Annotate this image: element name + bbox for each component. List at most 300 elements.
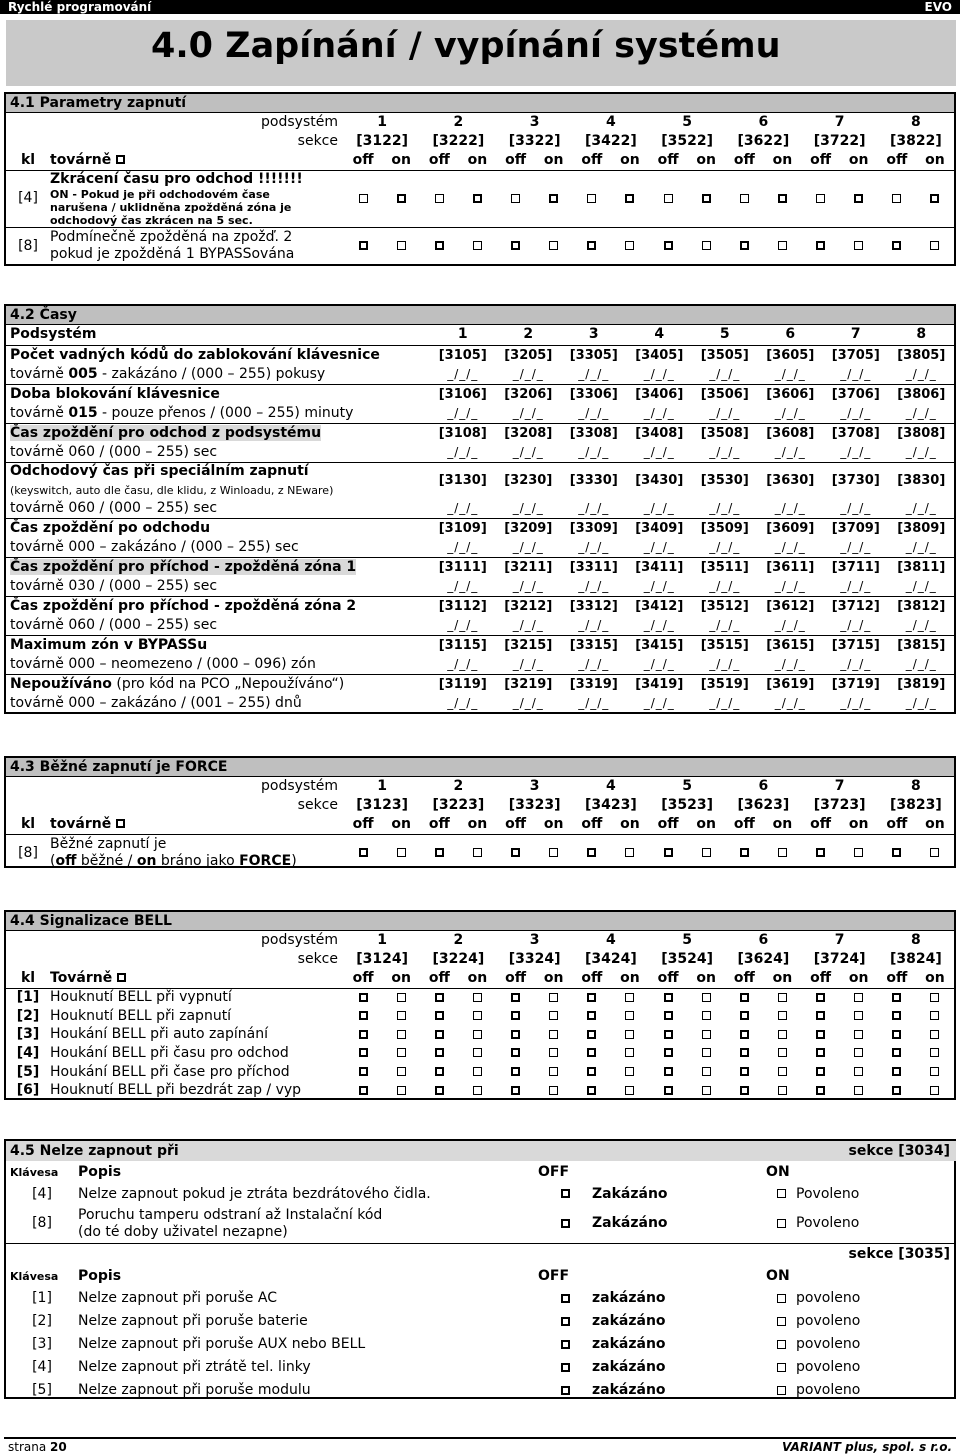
value-entry[interactable]: _/_/_ (840, 444, 872, 459)
value-entry[interactable]: _/_/_ (643, 366, 675, 381)
section-code: [3208] (504, 425, 553, 441)
section-code: [3206] (504, 386, 553, 402)
option-checkbox[interactable] (778, 1086, 787, 1095)
value-entry[interactable]: _/_/_ (643, 405, 675, 420)
text: ) (291, 853, 297, 870)
subsystem-number: 4 (654, 326, 665, 343)
subsystem-number: 7 (850, 326, 861, 343)
option-checkbox[interactable] (397, 993, 406, 1002)
option-checkbox[interactable] (587, 1011, 596, 1020)
option-checkbox[interactable] (397, 1011, 406, 1020)
option-checkbox[interactable] (930, 993, 939, 1002)
section-code: [3105] (438, 347, 487, 363)
option-checkbox[interactable] (473, 1067, 482, 1076)
option-checkbox[interactable] (854, 1086, 863, 1095)
option-checkbox[interactable] (549, 1086, 558, 1095)
option-checkbox[interactable] (854, 1067, 863, 1076)
option-checkbox[interactable] (777, 1294, 786, 1303)
option-checkbox[interactable] (740, 1067, 749, 1076)
option-checkbox[interactable] (930, 848, 939, 857)
subsystem-number: 7 (834, 778, 845, 794)
option-checkbox[interactable] (777, 1317, 786, 1326)
option-checkbox[interactable] (511, 1030, 520, 1039)
value-entry[interactable]: _/_/_ (774, 617, 806, 632)
value-entry[interactable]: _/_/_ (578, 578, 610, 593)
value-entry[interactable]: _/_/_ (840, 539, 872, 554)
option-checkbox[interactable] (435, 194, 444, 203)
value-entry[interactable]: _/_/_ (905, 366, 937, 381)
off-value: zakázáno (592, 1359, 666, 1375)
option-checkbox[interactable] (702, 848, 711, 857)
option-checkbox[interactable] (892, 241, 901, 250)
option-checkbox[interactable] (359, 848, 368, 857)
on-value: povoleno (796, 1359, 861, 1375)
value-entry[interactable]: _/_/_ (447, 366, 479, 381)
option-checkbox[interactable] (549, 194, 558, 203)
value-entry[interactable]: _/_/_ (709, 617, 741, 632)
bell-key: [3] (16, 1026, 40, 1043)
option-checkbox[interactable] (435, 1048, 444, 1057)
value-entry[interactable]: _/_/_ (709, 444, 741, 459)
value-entry[interactable]: _/_/_ (905, 500, 937, 515)
option-checkbox[interactable] (435, 1067, 444, 1076)
option-checkbox[interactable] (587, 1067, 596, 1076)
option-checkbox[interactable] (473, 241, 482, 250)
option-checkbox[interactable] (397, 1048, 406, 1057)
kl-label: kl (20, 969, 36, 986)
on-label: on (467, 151, 488, 168)
option-checkbox[interactable] (625, 1086, 634, 1095)
value-entry[interactable]: _/_/_ (512, 578, 544, 593)
value-entry[interactable]: _/_/_ (512, 695, 544, 710)
option-checkbox[interactable] (702, 1067, 711, 1076)
option-checkbox[interactable] (740, 848, 749, 857)
subsystem-number: 6 (758, 932, 769, 948)
option-checkbox[interactable] (473, 1011, 482, 1020)
value-entry[interactable]: _/_/_ (709, 366, 741, 381)
section-code: [3523] (661, 797, 713, 813)
value-entry[interactable]: _/_/_ (905, 656, 937, 671)
option-checkbox[interactable] (561, 1363, 570, 1372)
off-label: off (581, 969, 603, 986)
option-checkbox[interactable] (561, 1386, 570, 1395)
option-checkbox[interactable] (854, 1030, 863, 1039)
value-entry[interactable]: _/_/_ (840, 695, 872, 710)
option-checkbox[interactable] (587, 194, 596, 203)
section-code: [3612] (766, 598, 815, 614)
option-checkbox[interactable] (702, 1030, 711, 1039)
section-code: [3605] (766, 347, 815, 363)
option-checkbox[interactable] (561, 1189, 570, 1198)
option-checkbox[interactable] (549, 848, 558, 857)
option-checkbox[interactable] (549, 1067, 558, 1076)
value-entry[interactable]: _/_/_ (447, 539, 479, 554)
option-checkbox[interactable] (359, 993, 368, 1002)
option-checkbox[interactable] (664, 1048, 673, 1057)
option-checkbox[interactable] (702, 1011, 711, 1020)
option-checkbox[interactable] (561, 1219, 570, 1228)
option-checkbox[interactable] (435, 1030, 444, 1039)
option-checkbox[interactable] (778, 194, 787, 203)
on-label: on (696, 151, 716, 168)
value-entry[interactable]: _/_/_ (709, 656, 741, 671)
option-checkbox[interactable] (930, 194, 939, 203)
value-entry[interactable]: _/_/_ (643, 578, 675, 593)
force-word: FORCE (239, 853, 292, 870)
option-checkbox[interactable] (816, 993, 825, 1002)
option-checkbox[interactable] (397, 1030, 406, 1039)
section-code: [3515] (700, 637, 749, 653)
option-checkbox[interactable] (778, 1048, 787, 1057)
option-checkbox[interactable] (892, 993, 901, 1002)
option-checkbox[interactable] (625, 1030, 634, 1039)
on-label: on (925, 151, 945, 168)
option-checkbox[interactable] (702, 241, 711, 250)
option-checkbox[interactable] (587, 1086, 596, 1095)
section-code: [3806] (897, 386, 946, 402)
option-checkbox[interactable] (511, 194, 520, 203)
section-code: [3415] (635, 637, 684, 653)
option-checkbox[interactable] (587, 1048, 596, 1057)
subsystem-number: 2 (453, 778, 464, 794)
option-checkbox[interactable] (854, 1048, 863, 1057)
option-checkbox[interactable] (549, 241, 558, 250)
factory-value: 005 (68, 365, 98, 382)
value-entry[interactable]: _/_/_ (643, 617, 675, 632)
on-label: on (848, 969, 869, 986)
option-checkbox[interactable] (359, 1086, 368, 1095)
value-entry[interactable]: _/_/_ (447, 578, 479, 593)
value-entry[interactable]: _/_/_ (512, 656, 544, 671)
option-checkbox[interactable] (625, 1067, 634, 1076)
value-entry[interactable]: _/_/_ (774, 656, 806, 671)
option-checkbox[interactable] (664, 194, 673, 203)
option-checkbox[interactable] (778, 993, 787, 1002)
value-entry[interactable]: _/_/_ (578, 444, 610, 459)
section-code: [3822] (889, 133, 942, 149)
value-entry[interactable]: _/_/_ (578, 539, 610, 554)
option-checkbox[interactable] (816, 194, 825, 203)
option-checkbox[interactable] (625, 1011, 634, 1020)
option-checkbox[interactable] (816, 1048, 825, 1057)
option-checkbox[interactable] (473, 848, 482, 857)
value-entry[interactable]: _/_/_ (840, 500, 872, 515)
option-checkbox[interactable] (702, 1086, 711, 1095)
value-entry[interactable]: _/_/_ (905, 539, 937, 554)
option-checkbox[interactable] (892, 1086, 901, 1095)
value-entry[interactable]: _/_/_ (905, 617, 937, 632)
option-checkbox[interactable] (854, 241, 863, 250)
factory-checkbox[interactable] (117, 973, 126, 982)
section-code: [3315] (569, 637, 618, 653)
option-checkbox[interactable] (561, 1317, 570, 1326)
option-checkbox[interactable] (930, 1048, 939, 1057)
row-line-2 (50, 853, 344, 870)
option-checkbox[interactable] (664, 1086, 673, 1095)
bell-label: Houknutí BELL při bezdrát zap / vyp (50, 1082, 302, 1099)
value-entry[interactable]: _/_/_ (447, 695, 479, 710)
option-checkbox[interactable] (778, 1067, 787, 1076)
option-checkbox[interactable] (625, 194, 634, 203)
bell-key: [2] (16, 1007, 40, 1024)
value-entry[interactable]: _/_/_ (512, 405, 544, 420)
section-code: [3623] (737, 797, 790, 813)
section-code: [3108] (438, 425, 487, 441)
section-code: [3230] (504, 473, 553, 489)
option-checkbox[interactable] (854, 194, 863, 203)
option-checkbox[interactable] (587, 993, 596, 1002)
factory-label: Továrně (50, 969, 113, 986)
option-checkbox[interactable] (397, 241, 406, 250)
option-checkbox[interactable] (625, 1048, 634, 1057)
value-entry[interactable]: _/_/_ (643, 539, 675, 554)
factory-text: továrně 060 / (000 – 255) sec (10, 499, 218, 516)
value-entry[interactable]: _/_/_ (905, 578, 937, 593)
option-checkbox[interactable] (587, 241, 596, 250)
off-label: off (581, 151, 603, 168)
option-checkbox[interactable] (587, 848, 596, 857)
value-entry[interactable]: _/_/_ (447, 656, 479, 671)
value-entry[interactable]: _/_/_ (578, 366, 610, 381)
option-checkbox[interactable] (359, 1067, 368, 1076)
off-label: off (428, 151, 450, 168)
option-checkbox[interactable] (435, 848, 444, 857)
section-code: [3322] (508, 133, 561, 149)
option-checkbox[interactable] (511, 993, 520, 1002)
option-checkbox[interactable] (892, 1030, 901, 1039)
option-checkbox[interactable] (435, 1011, 444, 1020)
option-checkbox[interactable] (359, 1030, 368, 1039)
option-checkbox[interactable] (664, 1067, 673, 1076)
option-checkbox[interactable] (473, 1086, 482, 1095)
value-entry[interactable]: _/_/_ (905, 444, 937, 459)
subsystem-number: 1 (377, 932, 387, 948)
option-checkbox[interactable] (930, 1086, 939, 1095)
option-checkbox[interactable] (816, 1086, 825, 1095)
option-checkbox[interactable] (740, 1086, 749, 1095)
option-checkbox[interactable] (359, 1011, 368, 1020)
option-checkbox[interactable] (561, 1294, 570, 1303)
section-4-4 (4, 910, 956, 1100)
off-word: off (55, 853, 77, 870)
value-entry[interactable]: _/_/_ (512, 366, 544, 381)
factory-checkbox[interactable] (116, 155, 125, 164)
subsystem-number: 5 (682, 778, 692, 794)
option-checkbox[interactable] (561, 1340, 570, 1349)
option-checkbox[interactable] (397, 848, 406, 857)
option-checkbox[interactable] (778, 848, 787, 857)
option-checkbox[interactable] (816, 1067, 825, 1076)
option-checkbox[interactable] (549, 1048, 558, 1057)
value-entry[interactable]: _/_/_ (447, 405, 479, 420)
value-entry[interactable]: _/_/_ (840, 578, 872, 593)
option-checkbox[interactable] (397, 1067, 406, 1076)
option-checkbox[interactable] (511, 241, 520, 250)
option-checkbox[interactable] (435, 993, 444, 1002)
option-checkbox[interactable] (740, 1030, 749, 1039)
value-entry[interactable]: _/_/_ (709, 695, 741, 710)
value-entry[interactable]: _/_/_ (578, 405, 610, 420)
value-entry[interactable]: _/_/_ (512, 617, 544, 632)
option-checkbox[interactable] (625, 848, 634, 857)
option-checkbox[interactable] (702, 993, 711, 1002)
section-code: [3508] (700, 425, 749, 441)
popis-label: Popis (78, 1267, 122, 1284)
option-checkbox[interactable] (473, 1048, 482, 1057)
option-checkbox[interactable] (778, 241, 787, 250)
option-checkbox[interactable] (892, 848, 901, 857)
value-entry[interactable]: _/_/_ (774, 405, 806, 420)
value-entry[interactable]: _/_/_ (774, 500, 806, 515)
value-entry[interactable]: _/_/_ (840, 366, 872, 381)
option-checkbox[interactable] (740, 194, 749, 203)
subsystem-number: 4 (606, 114, 616, 130)
option-checkbox[interactable] (930, 1011, 939, 1020)
option-checkbox[interactable] (816, 241, 825, 250)
option-checkbox[interactable] (930, 241, 939, 250)
row-desc: ON - Pokud je při odchodovém čase (50, 187, 270, 201)
section-code: [3715] (831, 637, 880, 653)
option-checkbox[interactable] (777, 1340, 786, 1349)
option-checkbox[interactable] (664, 241, 673, 250)
value-entry[interactable]: _/_/_ (447, 444, 479, 459)
option-checkbox[interactable] (664, 1011, 673, 1020)
on-value: povoleno (796, 1290, 861, 1306)
option-checkbox[interactable] (359, 194, 368, 203)
option-checkbox[interactable] (854, 1011, 863, 1020)
option-checkbox[interactable] (625, 241, 634, 250)
value-entry[interactable]: _/_/_ (578, 617, 610, 632)
subsystem-number: 5 (719, 326, 730, 343)
option-checkbox[interactable] (854, 848, 863, 857)
section-code: [3511] (700, 559, 749, 575)
value-entry[interactable]: _/_/_ (512, 444, 544, 459)
subsystem-number: 1 (457, 326, 468, 343)
option-checkbox[interactable] (740, 993, 749, 1002)
option-checkbox[interactable] (892, 1048, 901, 1057)
value-entry[interactable]: _/_/_ (447, 617, 479, 632)
value-entry[interactable]: _/_/_ (840, 656, 872, 671)
off-label: off (505, 815, 527, 832)
section-code: [3512] (700, 598, 749, 614)
value-entry[interactable]: _/_/_ (774, 366, 806, 381)
option-checkbox[interactable] (359, 241, 368, 250)
value-entry[interactable]: _/_/_ (840, 405, 872, 420)
option-checkbox[interactable] (930, 1030, 939, 1039)
option-checkbox[interactable] (892, 194, 901, 203)
option-checkbox[interactable] (702, 194, 711, 203)
value-entry[interactable]: _/_/_ (578, 656, 610, 671)
option-checkbox[interactable] (435, 1086, 444, 1095)
value-entry[interactable]: _/_/_ (512, 500, 544, 515)
value-entry[interactable]: _/_/_ (512, 539, 544, 554)
option-checkbox[interactable] (740, 1048, 749, 1057)
option-checkbox[interactable] (625, 993, 634, 1002)
option-checkbox[interactable] (777, 1363, 786, 1372)
value-entry[interactable]: _/_/_ (774, 578, 806, 593)
option-checkbox[interactable] (435, 241, 444, 250)
option-checkbox[interactable] (549, 1030, 558, 1039)
option-checkbox[interactable] (397, 1086, 406, 1095)
option-checkbox[interactable] (740, 241, 749, 250)
section-code: [3311] (569, 559, 618, 575)
option-checkbox[interactable] (511, 1086, 520, 1095)
option-checkbox[interactable] (854, 993, 863, 1002)
option-checkbox[interactable] (777, 1219, 786, 1228)
option-checkbox[interactable] (359, 1048, 368, 1057)
option-checkbox[interactable] (397, 194, 406, 203)
on-header: ON (766, 1267, 790, 1284)
value-entry[interactable]: _/_/_ (643, 500, 675, 515)
option-checkbox[interactable] (473, 993, 482, 1002)
value-entry[interactable]: _/_/_ (709, 539, 741, 554)
value-entry[interactable]: _/_/_ (709, 500, 741, 515)
option-checkbox[interactable] (664, 993, 673, 1002)
section-code: [3209] (504, 520, 553, 536)
value-entry[interactable]: _/_/_ (774, 444, 806, 459)
option-checkbox[interactable] (702, 1048, 711, 1057)
podsystem-label: podsystém (261, 114, 338, 130)
option-checkbox[interactable] (511, 1011, 520, 1020)
option-checkbox[interactable] (816, 1030, 825, 1039)
option-checkbox[interactable] (587, 1030, 596, 1039)
value-entry[interactable]: _/_/_ (709, 578, 741, 593)
value-entry[interactable]: _/_/_ (774, 539, 806, 554)
off-label: off (733, 151, 755, 168)
value-entry[interactable]: _/_/_ (709, 405, 741, 420)
option-checkbox[interactable] (778, 1011, 787, 1020)
row-line: Podmínečně zpožděná na zpožď. 2 (50, 229, 293, 246)
value-entry[interactable]: _/_/_ (840, 617, 872, 632)
value-entry[interactable]: _/_/_ (578, 695, 610, 710)
option-checkbox[interactable] (549, 993, 558, 1002)
option-checkbox[interactable] (892, 1067, 901, 1076)
value-entry[interactable]: _/_/_ (447, 500, 479, 515)
option-checkbox[interactable] (740, 1011, 749, 1020)
option-checkbox[interactable] (777, 1386, 786, 1395)
option-checkbox[interactable] (549, 1011, 558, 1020)
section-code: [3615] (766, 637, 815, 653)
factory-checkbox[interactable] (116, 819, 125, 828)
value-entry[interactable]: _/_/_ (578, 500, 610, 515)
value-entry[interactable]: _/_/_ (643, 656, 675, 671)
value-entry[interactable]: _/_/_ (905, 695, 937, 710)
value-entry[interactable]: _/_/_ (774, 695, 806, 710)
value-entry[interactable]: _/_/_ (643, 444, 675, 459)
option-checkbox[interactable] (473, 194, 482, 203)
option-checkbox[interactable] (930, 1067, 939, 1076)
option-checkbox[interactable] (778, 1030, 787, 1039)
option-checkbox[interactable] (777, 1189, 786, 1198)
option-checkbox[interactable] (511, 1067, 520, 1076)
option-checkbox[interactable] (816, 848, 825, 857)
option-checkbox[interactable] (473, 1030, 482, 1039)
on-label: on (772, 969, 793, 986)
section-code: [3123] (356, 797, 408, 813)
section-4-3 (4, 756, 956, 868)
option-checkbox[interactable] (664, 848, 673, 857)
option-checkbox[interactable] (816, 1011, 825, 1020)
factory-text: továrně (10, 365, 69, 382)
value-entry[interactable]: _/_/_ (643, 695, 675, 710)
option-checkbox[interactable] (511, 848, 520, 857)
time-title: Čas zpoždění pro příchod - zpožděná zóna 2 (10, 597, 357, 614)
option-checkbox[interactable] (664, 1030, 673, 1039)
option-checkbox[interactable] (511, 1048, 520, 1057)
value-entry[interactable]: _/_/_ (905, 405, 937, 420)
option-checkbox[interactable] (892, 1011, 901, 1020)
option-key: [4] (32, 1185, 52, 1202)
